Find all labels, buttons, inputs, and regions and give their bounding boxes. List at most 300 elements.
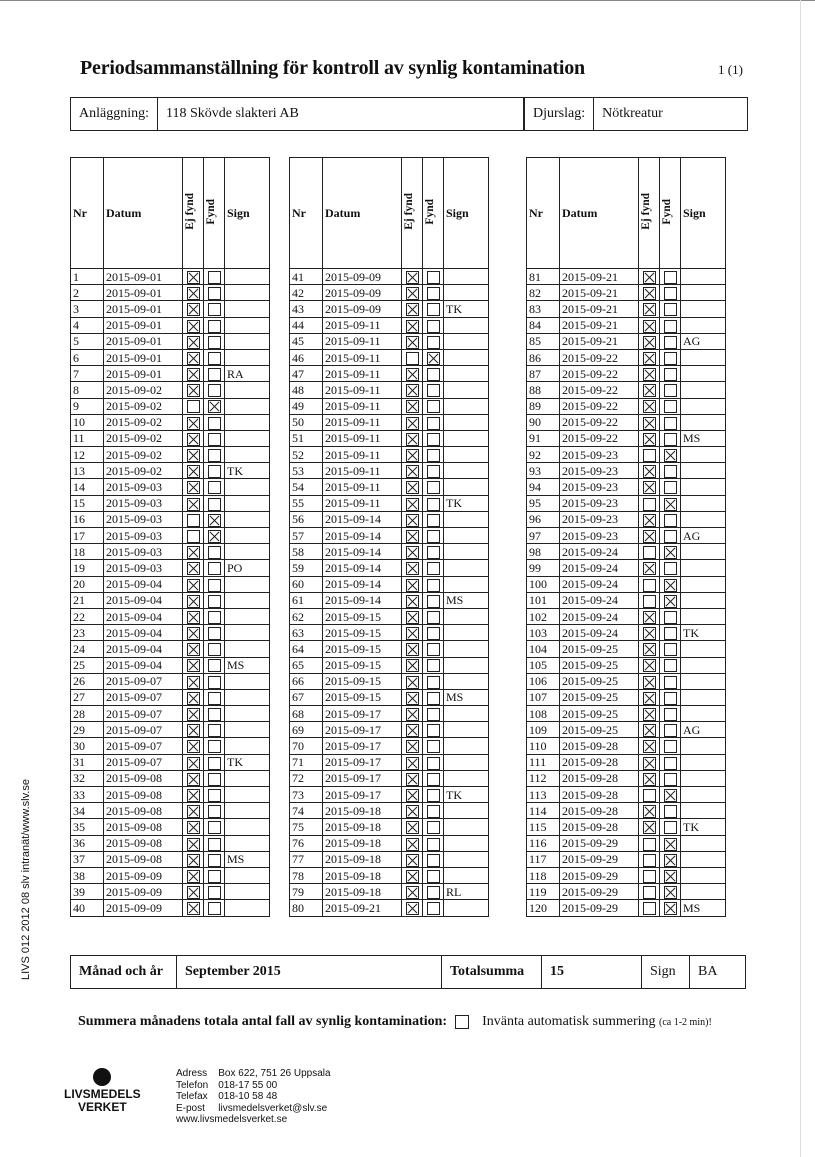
row-sign (444, 511, 489, 527)
row-date: 2015-09-11 (323, 414, 402, 430)
row-sign (681, 447, 726, 463)
no-find-checkbox[interactable] (643, 514, 656, 527)
table-row (527, 900, 726, 916)
row-date: 2015-09-18 (323, 835, 402, 851)
no-find-checkbox[interactable] (643, 465, 656, 478)
find-checkbox[interactable] (664, 627, 677, 640)
find-checkbox[interactable] (427, 821, 440, 834)
find-checkbox[interactable] (208, 676, 221, 689)
no-find-checkbox[interactable] (643, 336, 656, 349)
no-find-checkbox[interactable] (187, 724, 200, 737)
find-checkbox[interactable] (208, 757, 221, 770)
find-checkbox[interactable] (427, 546, 440, 559)
find-checkbox[interactable] (664, 562, 677, 575)
row-find-cell (660, 430, 681, 446)
no-find-checkbox[interactable] (406, 643, 419, 656)
no-find-checkbox[interactable] (406, 659, 419, 672)
find-checkbox[interactable] (664, 773, 677, 786)
find-checkbox[interactable] (427, 352, 440, 365)
no-find-checkbox[interactable] (643, 287, 656, 300)
find-checkbox[interactable] (208, 562, 221, 575)
find-checkbox[interactable] (208, 692, 221, 705)
no-find-checkbox[interactable] (643, 659, 656, 672)
no-find-checkbox[interactable] (187, 611, 200, 624)
no-find-checkbox[interactable] (406, 692, 419, 705)
table-row (290, 269, 489, 285)
row-date: 2015-09-07 (104, 754, 183, 770)
find-checkbox[interactable] (664, 708, 677, 721)
find-checkbox[interactable] (664, 336, 677, 349)
find-checkbox[interactable] (427, 595, 440, 608)
row-no-find-cell (402, 269, 423, 285)
no-find-checkbox[interactable] (406, 287, 419, 300)
no-find-checkbox[interactable] (643, 854, 656, 867)
find-checkbox[interactable] (664, 417, 677, 430)
find-checkbox[interactable] (427, 271, 440, 284)
find-checkbox[interactable] (208, 546, 221, 559)
find-checkbox[interactable] (208, 336, 221, 349)
find-checkbox[interactable] (664, 886, 677, 899)
species-label: Djurslag: (533, 106, 586, 121)
summary-checkbox[interactable] (455, 1015, 469, 1029)
logo (64, 1068, 141, 1114)
find-checkbox[interactable] (427, 433, 440, 446)
find-checkbox[interactable] (208, 870, 221, 883)
no-find-checkbox[interactable] (187, 870, 200, 883)
no-find-checkbox[interactable] (643, 724, 656, 737)
no-find-checkbox[interactable] (406, 708, 419, 721)
find-checkbox[interactable] (427, 384, 440, 397)
no-find-checkbox[interactable] (406, 611, 419, 624)
no-find-checkbox[interactable] (406, 417, 419, 430)
no-find-checkbox[interactable] (643, 417, 656, 430)
no-find-checkbox[interactable] (406, 757, 419, 770)
find-checkbox[interactable] (208, 417, 221, 430)
find-checkbox[interactable] (664, 595, 677, 608)
row-find-cell (204, 269, 225, 285)
no-find-checkbox[interactable] (187, 805, 200, 818)
find-checkbox[interactable] (427, 579, 440, 592)
find-checkbox[interactable] (664, 433, 677, 446)
find-checkbox[interactable] (208, 854, 221, 867)
no-find-checkbox[interactable] (187, 643, 200, 656)
no-find-checkbox[interactable] (643, 595, 656, 608)
no-find-checkbox[interactable] (187, 821, 200, 834)
no-find-checkbox[interactable] (406, 514, 419, 527)
find-checkbox[interactable] (208, 740, 221, 753)
find-checkbox[interactable] (427, 805, 440, 818)
no-find-checkbox[interactable] (187, 902, 200, 915)
no-find-checkbox[interactable] (643, 870, 656, 883)
find-checkbox[interactable] (427, 659, 440, 672)
find-checkbox[interactable] (427, 562, 440, 575)
find-checkbox[interactable] (427, 854, 440, 867)
no-find-checkbox[interactable] (187, 433, 200, 446)
row-sign (681, 867, 726, 883)
find-checkbox[interactable] (427, 886, 440, 899)
no-find-checkbox[interactable] (187, 562, 200, 575)
no-find-checkbox[interactable] (187, 773, 200, 786)
find-checkbox[interactable] (664, 384, 677, 397)
find-checkbox[interactable] (208, 433, 221, 446)
no-find-checkbox[interactable] (406, 368, 419, 381)
find-checkbox[interactable] (664, 870, 677, 883)
find-checkbox[interactable] (664, 724, 677, 737)
no-find-checkbox[interactable] (643, 530, 656, 543)
no-find-checkbox[interactable] (187, 838, 200, 851)
no-find-checkbox[interactable] (406, 838, 419, 851)
find-checkbox[interactable] (664, 352, 677, 365)
no-find-checkbox[interactable] (643, 481, 656, 494)
no-find-checkbox[interactable] (406, 627, 419, 640)
find-checkbox[interactable] (427, 870, 440, 883)
no-find-checkbox[interactable] (187, 481, 200, 494)
no-find-checkbox[interactable] (406, 546, 419, 559)
find-checkbox[interactable] (664, 643, 677, 656)
no-find-checkbox[interactable] (187, 530, 200, 543)
find-checkbox[interactable] (427, 757, 440, 770)
no-find-checkbox[interactable] (406, 465, 419, 478)
find-checkbox[interactable] (664, 514, 677, 527)
find-checkbox[interactable] (427, 400, 440, 413)
find-checkbox[interactable] (427, 465, 440, 478)
row-find-cell (204, 835, 225, 851)
no-find-checkbox[interactable] (406, 789, 419, 802)
no-find-checkbox[interactable] (406, 530, 419, 543)
find-checkbox[interactable] (208, 789, 221, 802)
find-checkbox[interactable] (664, 854, 677, 867)
find-checkbox[interactable] (664, 449, 677, 462)
no-find-checkbox[interactable] (643, 433, 656, 446)
no-find-checkbox[interactable] (187, 595, 200, 608)
find-checkbox[interactable] (664, 676, 677, 689)
find-checkbox[interactable] (427, 336, 440, 349)
find-checkbox[interactable] (427, 902, 440, 915)
find-checkbox[interactable] (427, 498, 440, 511)
row-nr: 27 (71, 689, 104, 705)
no-find-checkbox[interactable] (643, 400, 656, 413)
no-find-checkbox[interactable] (406, 481, 419, 494)
find-checkbox[interactable] (427, 740, 440, 753)
find-checkbox[interactable] (208, 481, 221, 494)
no-find-checkbox[interactable] (643, 643, 656, 656)
no-find-checkbox[interactable] (187, 498, 200, 511)
find-checkbox[interactable] (208, 514, 221, 527)
no-find-checkbox[interactable] (406, 562, 419, 575)
no-find-checkbox[interactable] (643, 579, 656, 592)
find-checkbox[interactable] (208, 805, 221, 818)
find-checkbox[interactable] (427, 481, 440, 494)
find-checkbox[interactable] (208, 271, 221, 284)
row-sign: MS (681, 430, 726, 446)
table-row (290, 657, 489, 673)
no-find-checkbox[interactable] (187, 789, 200, 802)
no-find-checkbox[interactable] (406, 352, 419, 365)
no-find-checkbox[interactable] (187, 757, 200, 770)
no-find-checkbox[interactable] (643, 708, 656, 721)
find-checkbox[interactable] (664, 821, 677, 834)
no-find-checkbox[interactable] (643, 902, 656, 915)
no-find-checkbox[interactable] (643, 352, 656, 365)
find-checkbox[interactable] (427, 303, 440, 316)
col-sign: Sign (444, 158, 489, 269)
row-sign (225, 835, 270, 851)
find-checkbox[interactable] (664, 789, 677, 802)
no-find-checkbox[interactable] (643, 773, 656, 786)
no-find-checkbox[interactable] (187, 449, 200, 462)
no-find-checkbox[interactable] (187, 384, 200, 397)
find-checkbox[interactable] (664, 838, 677, 851)
species-field (524, 97, 748, 131)
row-sign (444, 479, 489, 495)
find-checkbox[interactable] (427, 708, 440, 721)
no-find-checkbox[interactable] (406, 303, 419, 316)
find-checkbox[interactable] (208, 579, 221, 592)
row-sign (681, 269, 726, 285)
row-date: 2015-09-03 (104, 479, 183, 495)
find-checkbox[interactable] (664, 465, 677, 478)
row-no-find-cell (639, 544, 660, 560)
no-find-checkbox[interactable] (406, 320, 419, 333)
no-find-checkbox[interactable] (643, 692, 656, 705)
no-find-checkbox[interactable] (406, 433, 419, 446)
row-find-cell (423, 884, 444, 900)
no-find-checkbox[interactable] (643, 757, 656, 770)
row-date: 2015-09-07 (104, 673, 183, 689)
no-find-checkbox[interactable] (643, 611, 656, 624)
row-no-find-cell (402, 706, 423, 722)
no-find-checkbox[interactable] (643, 449, 656, 462)
find-checkbox[interactable] (208, 303, 221, 316)
web-link[interactable]: www.livsmedelsverket.se (176, 1114, 288, 1125)
no-find-checkbox[interactable] (187, 740, 200, 753)
no-find-checkbox[interactable] (187, 579, 200, 592)
find-checkbox[interactable] (208, 287, 221, 300)
find-checkbox[interactable] (664, 902, 677, 915)
find-checkbox[interactable] (208, 400, 221, 413)
row-date: 2015-09-28 (560, 819, 639, 835)
table-row (527, 770, 726, 786)
no-find-checkbox[interactable] (406, 773, 419, 786)
row-nr: 64 (290, 641, 323, 657)
row-no-find-cell (402, 511, 423, 527)
no-find-checkbox[interactable] (643, 805, 656, 818)
find-checkbox[interactable] (208, 498, 221, 511)
row-find-cell (423, 608, 444, 624)
no-find-checkbox[interactable] (187, 659, 200, 672)
no-find-checkbox[interactable] (406, 854, 419, 867)
no-find-checkbox[interactable] (187, 676, 200, 689)
no-find-checkbox[interactable] (187, 886, 200, 899)
row-find-cell (660, 382, 681, 398)
no-find-checkbox[interactable] (406, 498, 419, 511)
no-find-checkbox[interactable] (406, 449, 419, 462)
find-checkbox[interactable] (664, 400, 677, 413)
find-checkbox[interactable] (208, 724, 221, 737)
find-checkbox[interactable] (427, 838, 440, 851)
no-find-checkbox[interactable] (406, 740, 419, 753)
find-checkbox[interactable] (664, 579, 677, 592)
find-checkbox[interactable] (208, 465, 221, 478)
no-find-checkbox[interactable] (406, 870, 419, 883)
row-no-find-cell (639, 884, 660, 900)
find-checkbox[interactable] (664, 303, 677, 316)
no-find-checkbox[interactable] (406, 676, 419, 689)
find-checkbox[interactable] (427, 724, 440, 737)
row-find-cell (423, 269, 444, 285)
no-find-checkbox[interactable] (187, 627, 200, 640)
find-checkbox[interactable] (664, 805, 677, 818)
find-checkbox[interactable] (208, 530, 221, 543)
no-find-checkbox[interactable] (643, 320, 656, 333)
no-find-checkbox[interactable] (643, 271, 656, 284)
find-checkbox[interactable] (664, 659, 677, 672)
find-checkbox[interactable] (664, 287, 677, 300)
no-find-checkbox[interactable] (406, 886, 419, 899)
row-no-find-cell (639, 430, 660, 446)
no-find-checkbox[interactable] (643, 821, 656, 834)
find-checkbox[interactable] (664, 692, 677, 705)
find-checkbox[interactable] (208, 659, 221, 672)
no-find-checkbox[interactable] (406, 902, 419, 915)
row-date: 2015-09-17 (323, 706, 402, 722)
no-find-checkbox[interactable] (187, 271, 200, 284)
find-checkbox[interactable] (208, 384, 221, 397)
find-checkbox[interactable] (208, 643, 221, 656)
find-checkbox[interactable] (427, 773, 440, 786)
no-find-checkbox[interactable] (643, 562, 656, 575)
no-find-checkbox[interactable] (187, 303, 200, 316)
find-checkbox[interactable] (208, 611, 221, 624)
find-checkbox[interactable] (664, 740, 677, 753)
find-checkbox[interactable] (208, 838, 221, 851)
row-no-find-cell (402, 803, 423, 819)
find-checkbox[interactable] (664, 757, 677, 770)
find-checkbox[interactable] (208, 821, 221, 834)
find-checkbox[interactable] (427, 676, 440, 689)
row-find-cell (660, 398, 681, 414)
no-find-checkbox[interactable] (187, 287, 200, 300)
row-nr: 71 (290, 754, 323, 770)
find-checkbox[interactable] (664, 611, 677, 624)
no-find-checkbox[interactable] (643, 627, 656, 640)
no-find-checkbox[interactable] (643, 546, 656, 559)
no-find-checkbox[interactable] (406, 271, 419, 284)
row-nr: 59 (290, 560, 323, 576)
no-find-checkbox[interactable] (406, 805, 419, 818)
find-checkbox[interactable] (208, 595, 221, 608)
find-checkbox[interactable] (664, 498, 677, 511)
col-no-find (402, 158, 423, 269)
find-checkbox[interactable] (427, 643, 440, 656)
no-find-checkbox[interactable] (187, 465, 200, 478)
no-find-checkbox[interactable] (187, 417, 200, 430)
find-checkbox[interactable] (208, 368, 221, 381)
row-find-cell (423, 722, 444, 738)
row-date: 2015-09-02 (104, 398, 183, 414)
find-checkbox[interactable] (208, 449, 221, 462)
no-find-checkbox[interactable] (187, 546, 200, 559)
find-checkbox[interactable] (664, 368, 677, 381)
header-row (71, 158, 270, 269)
row-find-cell (204, 641, 225, 657)
no-find-checkbox[interactable] (643, 886, 656, 899)
row-sign (444, 366, 489, 382)
no-find-checkbox[interactable] (187, 336, 200, 349)
no-find-checkbox[interactable] (643, 838, 656, 851)
no-find-checkbox[interactable] (643, 368, 656, 381)
find-checkbox[interactable] (427, 627, 440, 640)
find-checkbox[interactable] (427, 320, 440, 333)
find-checkbox[interactable] (664, 546, 677, 559)
no-find-checkbox[interactable] (406, 400, 419, 413)
no-find-checkbox[interactable] (406, 336, 419, 349)
row-nr: 52 (290, 447, 323, 463)
row-find-cell (204, 884, 225, 900)
no-find-checkbox[interactable] (187, 854, 200, 867)
no-find-checkbox[interactable] (187, 692, 200, 705)
find-checkbox[interactable] (427, 530, 440, 543)
no-find-checkbox[interactable] (643, 303, 656, 316)
no-find-checkbox[interactable] (187, 400, 200, 413)
row-find-cell (660, 657, 681, 673)
no-find-checkbox[interactable] (406, 724, 419, 737)
find-checkbox[interactable] (208, 708, 221, 721)
find-checkbox[interactable] (427, 611, 440, 624)
find-checkbox[interactable] (664, 271, 677, 284)
no-find-checkbox[interactable] (406, 821, 419, 834)
no-find-checkbox[interactable] (643, 498, 656, 511)
row-date: 2015-09-07 (104, 738, 183, 754)
no-find-checkbox[interactable] (643, 740, 656, 753)
find-checkbox[interactable] (664, 320, 677, 333)
no-find-checkbox[interactable] (643, 676, 656, 689)
find-checkbox[interactable] (208, 886, 221, 899)
no-find-checkbox[interactable] (643, 384, 656, 397)
find-checkbox[interactable] (208, 773, 221, 786)
no-find-checkbox[interactable] (187, 320, 200, 333)
find-checkbox[interactable] (427, 287, 440, 300)
no-find-checkbox[interactable] (406, 595, 419, 608)
find-checkbox[interactable] (664, 530, 677, 543)
no-find-checkbox[interactable] (187, 352, 200, 365)
row-nr: 5 (71, 333, 104, 349)
find-checkbox[interactable] (427, 368, 440, 381)
row-date: 2015-09-11 (323, 430, 402, 446)
row-sign (444, 398, 489, 414)
no-find-checkbox[interactable] (406, 384, 419, 397)
row-nr: 62 (290, 608, 323, 624)
find-checkbox[interactable] (427, 417, 440, 430)
find-checkbox[interactable] (208, 320, 221, 333)
find-checkbox[interactable] (664, 481, 677, 494)
table-row (290, 754, 489, 770)
no-find-checkbox[interactable] (187, 368, 200, 381)
find-checkbox[interactable] (208, 627, 221, 640)
no-find-checkbox[interactable] (643, 789, 656, 802)
find-checkbox[interactable] (208, 902, 221, 915)
find-checkbox[interactable] (427, 789, 440, 802)
no-find-checkbox[interactable] (406, 579, 419, 592)
no-find-checkbox[interactable] (187, 708, 200, 721)
row-date: 2015-09-11 (323, 479, 402, 495)
find-checkbox[interactable] (427, 692, 440, 705)
row-sign (225, 884, 270, 900)
find-checkbox[interactable] (208, 352, 221, 365)
find-checkbox[interactable] (427, 449, 440, 462)
no-find-checkbox[interactable] (187, 514, 200, 527)
find-checkbox[interactable] (427, 514, 440, 527)
